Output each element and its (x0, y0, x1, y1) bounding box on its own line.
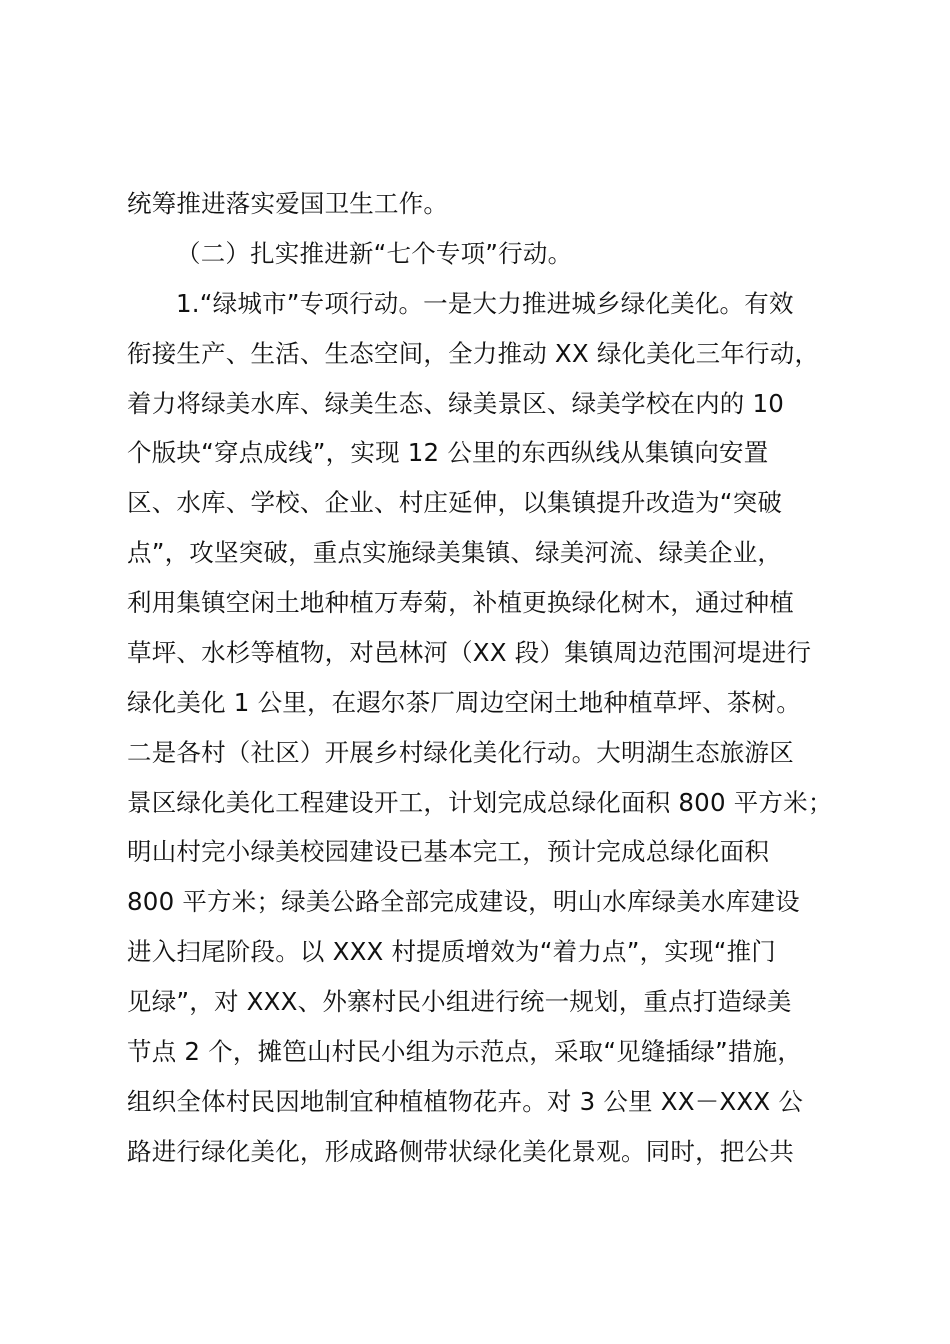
section-heading: （二）扎实推进新“七个专项”行动。 (176, 239, 573, 268)
paragraph-line: 着力将绿美水库、绿美生态、绿美景区、绿美学校在内的 10 (127, 389, 785, 418)
paragraph-line: 路进行绿化美化，形成路侧带状绿化美化景观。同时，把公共 (127, 1137, 794, 1166)
paragraph-line: 点”，攻坚突破，重点实施绿美集镇、绿美河流、绿美企业， (127, 538, 783, 567)
paragraph-line: 节点 2 个，摊笆山村民小组为示范点，采取“见缝插绿”措施， (127, 1037, 803, 1066)
paragraph-line: 800 平方米；绿美公路全部完成建设，明山水库绿美水库建设 (127, 887, 800, 916)
paragraph-line: 草坪、水杉等植物，对邑林河（XX 段）集镇周边范围河堤进行 (127, 638, 812, 667)
paragraph-line: 绿化美化 1 公里，在遐尔茶厂周边空闲土地种植草坪、茶树。 (127, 688, 801, 717)
paragraph-line: 利用集镇空闲土地种植万寿菊，补植更换绿化树木，通过种植 (127, 588, 794, 617)
paragraph-line: 二是各村（社区）开展乡村绿化美化行动。大明湖生态旅游区 (127, 738, 794, 767)
paragraph-line: 明山村完小绿美校园建设已基本完工，预计完成总绿化面积 (127, 837, 770, 866)
paragraph-line: 1.“绿城市”专项行动。一是大力推进城乡绿化美化。有效 (176, 289, 794, 318)
paragraph-line: 见绿”，对 XXX、外寨村民小组进行统一规划，重点打造绿美 (127, 987, 792, 1016)
paragraph-line: 进入扫尾阶段。以 XXX 村提质增效为“着力点”，实现“推门 (127, 937, 777, 966)
paragraph-line: 统筹推进落实爱国卫生工作。 (127, 189, 449, 218)
paragraph-line: 区、水库、学校、企业、村庄延伸，以集镇提升改造为“突破 (127, 488, 783, 517)
paragraph-line: 衔接生产、生活、生态空间，全力推动 XX 绿化美化三年行动， (127, 339, 820, 368)
paragraph-line: 景区绿化美化工程建设开工，计划完成总绿化面积 800 平方米； (127, 788, 833, 817)
paragraph-line: 组织全体村民因地制宜种植植物花卉。对 3 公里 XX－XXX 公 (127, 1087, 804, 1116)
paragraph-line: 个版块“穿点成线”，实现 12 公里的东西纵线从集镇向安置 (127, 438, 769, 467)
